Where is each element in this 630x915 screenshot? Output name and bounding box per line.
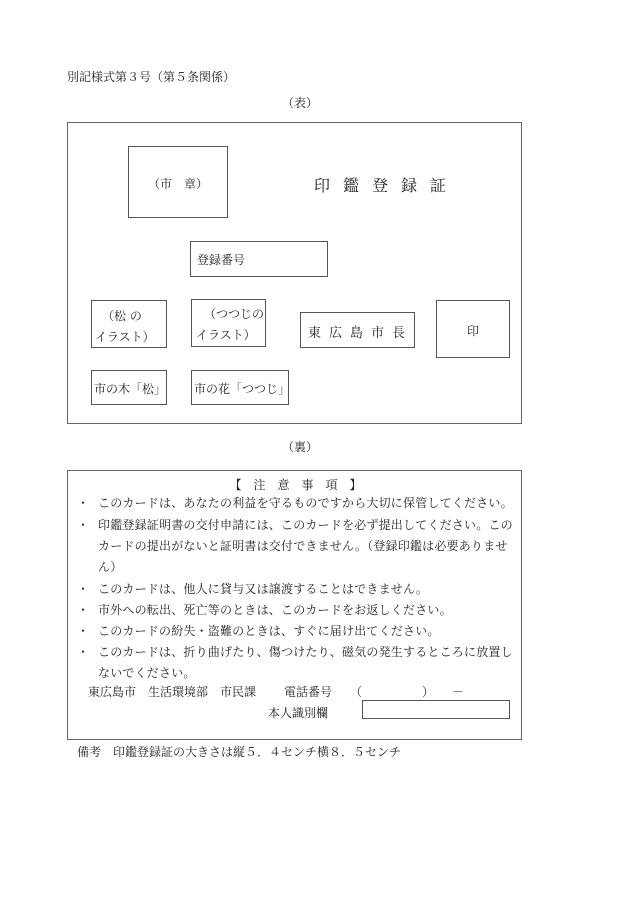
note-text: 印鑑登録証明書の交付申請には、このカードを必ず提出してください。このカードの提出がないと証明書は交付できません。（登録印鑑は必要ありません）: [98, 518, 513, 574]
note-text: このカードは、折り曲げたり、傷つけたり、磁気の発生するところに放置しないでください。: [98, 645, 513, 680]
note-text: 市外への転出、死亡等のときは、このカードをお返しください。: [98, 603, 452, 617]
city-tree-box: [91, 370, 167, 405]
city-tree-label: 市の木「松」: [94, 382, 167, 396]
pine-illustration-line1: （松 の: [102, 309, 142, 323]
form-label: 別記様式第３号（第５条関係）: [67, 70, 236, 84]
front-side-label: （表）: [281, 96, 318, 110]
city-seal-placeholder: （市 章）: [147, 177, 208, 191]
pine-illustration-box: [91, 300, 167, 348]
back-side-label: （裏）: [281, 440, 318, 454]
bullet-mark: ・: [77, 624, 90, 638]
seal-box: [436, 300, 510, 358]
bullet-mark: ・: [77, 518, 90, 532]
bullet-mark: ・: [77, 496, 90, 510]
bullet-mark: ・: [77, 582, 90, 596]
registration-number-label: 登録番号: [197, 253, 246, 267]
phone-label: 電話番号: [284, 685, 333, 699]
remark-note: 備考 印鑑登録証の大きさは縦５．４センチ横８．５センチ: [77, 745, 402, 759]
card-back: [67, 470, 522, 740]
note-text: このカードは、あなたの利益を守るものですから大切に保管してください。: [98, 496, 513, 510]
phone-number-field: （ ） －: [350, 685, 465, 699]
bullet-mark: ・: [77, 603, 90, 617]
city-flower-box: [191, 370, 289, 405]
seal-mark: 印: [466, 324, 479, 338]
azalea-illustration-line1: （つつじの: [204, 307, 265, 321]
pine-illustration-line2: イラスト）: [95, 330, 155, 344]
azalea-illustration-line2: イラスト）: [196, 328, 256, 342]
id-field-label: 本人識別欄: [268, 706, 329, 720]
mayor-box: [300, 312, 415, 348]
azalea-illustration-box: [191, 299, 266, 347]
bullet-mark: ・: [77, 645, 90, 659]
card-title: 印鑑登録証: [314, 176, 460, 195]
id-field-box: [362, 700, 510, 719]
mayor-title: 東広島市長: [308, 326, 414, 341]
registration-number-box: [190, 241, 328, 277]
notes-heading: 【 注 意 事 項 】: [229, 478, 362, 492]
city-seal-box: [128, 146, 228, 218]
card-front: [67, 122, 522, 424]
note-text: このカードの紛失・盗難のときは、すぐに届け出てください。: [98, 624, 440, 638]
office-name: 東広島市 生活環境部 市民課: [88, 685, 257, 699]
city-flower-label: 市の花「つつじ」: [194, 382, 291, 396]
note-text: このカードは、他人に貸与又は譲渡することはできません。: [98, 582, 429, 596]
